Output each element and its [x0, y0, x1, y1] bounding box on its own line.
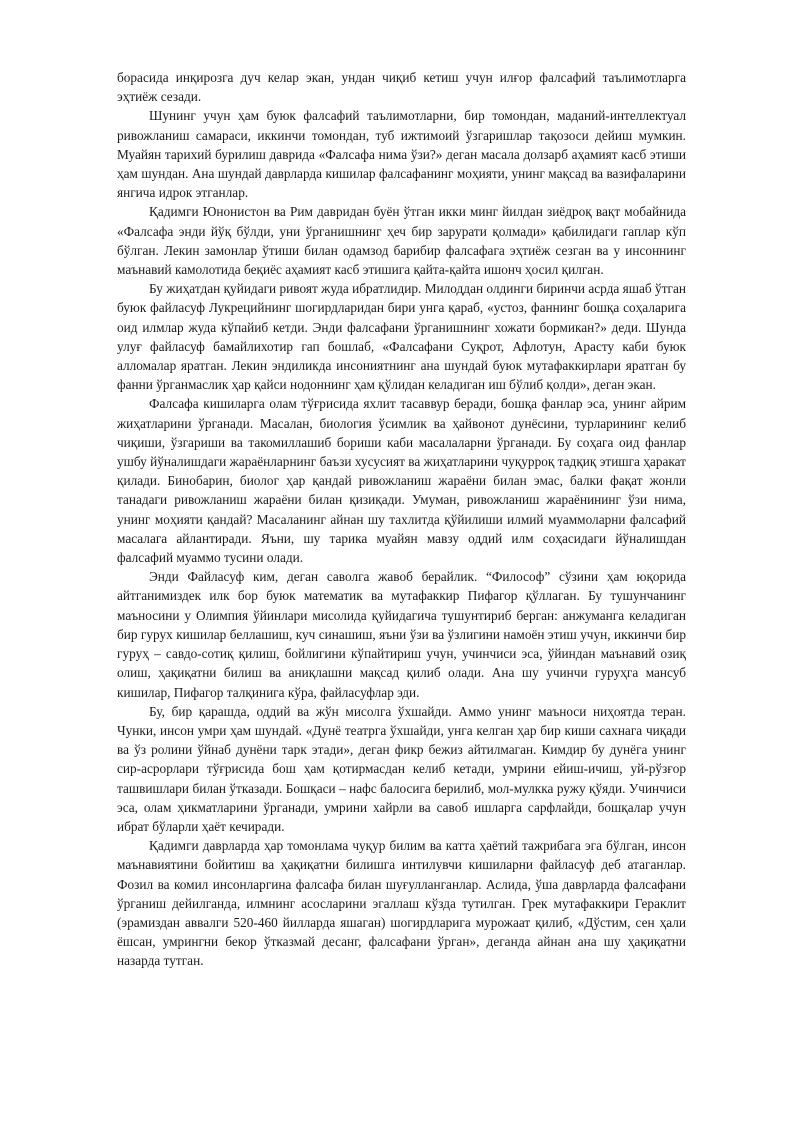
paragraph-7: Бу, бир қарашда, оддий ва жўн мисолга ўхшайди. Аммо унинг маъноси ниҳоятда теран. Чунки, инсон умри ҳам шундай. «Дунё театрга ўхшайди, унга келган ҳар бир киши сахнага чиқади ва ўз ролини ўйнаб дунёни тарк этади», деган фикр бежиз айтилмаган. Кимдир бу дунёга унинг сир-асрорлари тўғрисида бош ҳам қотирмасдан келиб кетади, умрини ейиш-ичиш, уй-рўзғор ташвишлари билан ўтказади. Бошқаси – нафс балосига берилиб, мол-мулкка ружу қўяди. Учинчиси эса, олам ҳикматларини ўрганади, умрини хайрли ва савоб ишларга сарфлайди, бошқалар учун ибрат бўларли ҳаёт кечиради.: [117, 703, 686, 834]
document-page: [117, 68, 686, 971]
paragraph-1: борасида инқирозга дуч келар экан, ундан чиқиб кетиш учун илғор фалсафий таълимотларга эҳтиёж сезади.: [117, 70, 686, 105]
paragraph-8: Қадимги даврларда ҳар томонлама чуқур билим ва катта ҳаётий тажрибага эга бўлган, инсон маънавиятини бойитиш ва ҳақиқатни билишга интилувчи кишиларни файласуф деб атаганлар. Фозил ва комил инсонларгина фалсафа билан шуғулланганлар. Аслида, ўша даврларда фалсафани ўрганиш дейилганда, илмнинг асосларини эгаллаш кўзда тутилган. Грек мутафаккири Гераклит (эрамиздан аввалги 520-460 йилларда яшаган) шогирдларига мурожаат қилиб, «Дўстим, сен ҳали ёшсан, умрингни бекор ўтказмай десанг, фалсафани ўрган», деганда айнан ана шу ҳақиқатни назарда тутган.: [117, 838, 686, 969]
paragraph-3: Қадимги Юнонистон ва Рим давридан буён ўтган икки минг йилдан зиёдроқ вақт мобайнида «Фалсафа энди йўқ бўлди, уни ўрганишнинг ҳеч бир зарурати қолмади» қабилидаги гаплар кўп бўлган. Лекин замонлар ўтиши билан одамзод барибир фалсафага эҳтиёж сезган ва у инсоннинг маънавий камолотида беқиёс аҳамият касб этишига қайта-қайта ишонч ҳосил қилган.: [117, 204, 686, 278]
paragraph-6: Энди Файласуф ким, деган саволга жавоб берайлик. “Философ” сўзини ҳам юқорида айтганимиздек илк бор буюк математик ва мутафаккир Пифагор қўллаган. Бу тушунчанинг маъносини у Олимпия ўйинлари мисолида қуйидагича тушунтириб берган: анжуманга келадиган бир гурух кишилар беллашиш, куч синашиш, яъни ўзи ва ўзлигини намоён этиш учун, иккинчи бир гуруҳ – савдо-сотиқ қилиш, бойлигини кўпайтириш учун, учинчиси эса, ўйиндан маънавий озиқ олиш, ҳақиқатни билиш ва аниқлашни мақсад қилиб олади. Ана шу учинчи гуруҳга мансуб кишилар, Пифагор талқинига кўра, файласуфлар эди.: [117, 569, 686, 700]
paragraph-5: Фалсафа кишиларга олам тўғрисида яхлит тасаввур беради, бошқа фанлар эса, унинг айрим жиҳатларини ўрганади. Масалан, биология ўсимлик ва ҳайвонот дунёсини, турларининг келиб чиқиши, ўзгариши ва такомиллашиб бориши каби масалаларни ўрганади. Бу соҳага оид фанлар ушбу йўналишдаги жараёнларнинг баъзи хусусият ва жиҳатларини чуқурроқ тадқиқ этишга ҳаракат қилади. Бинобарин, биолог ҳар қандай ривожланиш жараёни билан эмас, балки фақат жонли танадаги ривожланиш жараёни билан қизиқади. Умуман, ривожланиш жараёнининг ўзи нима, унинг моҳияти қандай? Масаланинг айнан шу тахлитда қўйилиши илмий муаммоларни фалсафий масалага айлантиради. Яъни, шу тарика муайян мавзу оддий илм соҳасидаги йўналишдан фалсафий муаммо тусини олади.: [117, 396, 686, 566]
paragraph-4: Бу жиҳатдан қуйидаги ривоят жуда ибратлидир. Милоддан олдинги биринчи асрда яшаб ўтган буюк файласуф Лукрецийнинг шогирдларидан бири унга қараб, «устоз, фаннинг бошқа соҳаларига оид илмлар жуда кўпайиб кетди. Энди фалсафани ўрганишнинг хожати бормикан?» деди. Шунда улуғ файласуф бамайлихотир гап бошлаб, «Фалсафани Суқрот, Афлотун, Арасту каби буюк алломалар яратган. Лекин эндиликда инсониятнинг ана шундай буюк мутафаккирлари яратган бу фанни ўрганмаслик ҳар қайси нодоннинг ҳам қўлидан келадиган иш бўлиб қолди», деган экан.: [117, 281, 686, 393]
paragraph-2: Шунинг учун ҳам буюк фалсафий таълимотларни, бир томондан, маданий-интеллектуал ривожланиш самараси, иккинчи томондан, туб ижтимоий ўзгаришлар тақозоси дейиш мумкин. Муайян тарихий бурилиш даврида «Фалсафа нима ўзи?» деган масала долзарб аҳамият касб этиши ҳам шундан. Ана шундай даврларда кишилар фалсафанинг моҳияти, унинг мақсад ва вазифаларини янгича идрок этганлар.: [117, 108, 686, 201]
